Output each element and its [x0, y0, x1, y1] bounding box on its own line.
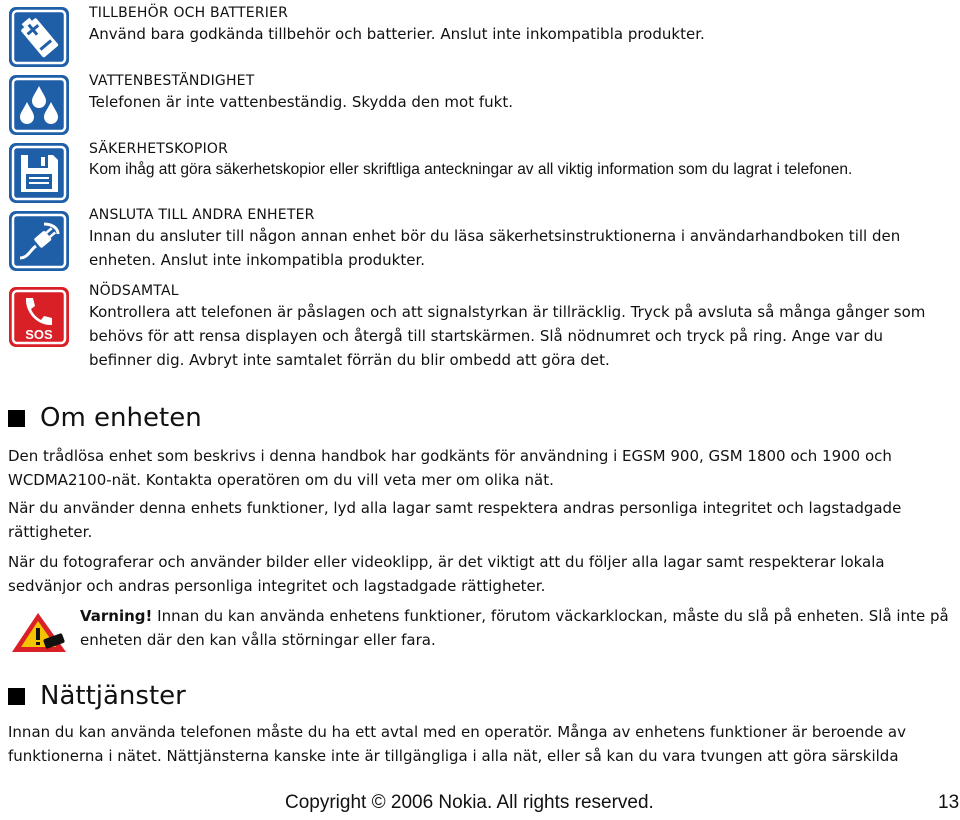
warning-body: Innan du kan använda enhetens funktioner, förutom väckarklockan, måste du slå på enheten. Slå inte på enheten där den kan vålla störningar eller fara.	[80, 607, 949, 649]
floppy-disk-icon	[8, 142, 70, 204]
safety-title: TILLBEHÖR OCH BATTERIER	[89, 5, 289, 21]
warning-text	[80, 604, 950, 652]
section-heading-about	[8, 403, 202, 433]
square-bullet-icon	[8, 410, 25, 427]
water-drops-icon	[8, 74, 70, 136]
section-title: Nättjänster	[40, 681, 186, 711]
battery-icon	[8, 6, 70, 68]
paragraph: När du använder denna enhets funktioner, lyd alla lagar samt respektera andras personliga integritet och lagstadgade rättigheter.	[8, 499, 902, 541]
safety-item-emergency	[89, 282, 949, 372]
page-number: 13	[938, 792, 960, 813]
safety-item-connect	[89, 206, 949, 272]
safety-title: SÄKERHETSKOPIOR	[89, 141, 229, 157]
safety-title: ANSLUTA TILL ANDRA ENHETER	[89, 207, 315, 223]
safety-body: Använd bara godkända tillbehör och batterier. Anslut inte inkompatibla produkter.	[89, 25, 705, 43]
safety-body: Telefonen är inte vattenbeständig. Skydda den mot fukt.	[89, 93, 513, 111]
safety-body: Kom ihåg att göra säkerhetskopior eller skriftliga anteckningar av all viktig information som du lagrat i telefonen.	[89, 161, 853, 178]
plug-icon	[8, 210, 70, 272]
safety-title: NÖDSAMTAL	[89, 283, 179, 299]
svg-text:SOS: SOS	[25, 327, 53, 342]
safety-item-backup	[89, 140, 949, 182]
safety-body: Innan du ansluter till någon annan enhet bör du läsa säkerhetsinstruktionerna i användarhandboken till den enheten. Anslut inte inkompatibla produkter.	[89, 227, 901, 269]
copyright-text: Copyright © 2006 Nokia. All rights reserved.	[285, 792, 654, 813]
paragraph: Den trådlösa enhet som beskrivs i denna handbok har godkänts för användning i EGSM 900, GSM 1800 och 1900 och WCDMA2100-nät. Kontakta operatören om du vill veta mer om olika nät.	[8, 447, 892, 489]
paragraph: När du fotograferar och använder bilder eller videoklipp, är det viktigt att du följer alla lagar samt respekterar lokala sedvänjor och andras personliga integritet och lagstadgade rättigheter.	[8, 553, 885, 595]
warning-triangle-icon	[8, 610, 70, 654]
safety-body: Kontrollera att telefonen är påslagen och att signalstyrkan är tillräcklig. Tryck på avsluta så många gånger som behövs för att rensa displayen och återgå till startskärmen. Slå nödnumret och tryck på ring. Ange var du befinner dig. Avbryt inte samtalet förrän du blir ombedd att göra det.	[89, 303, 926, 369]
safety-item-accessories	[89, 4, 949, 46]
warning-label: Varning!	[80, 607, 153, 625]
paragraph: Innan du kan använda telefonen måste du ha ett avtal med en operatör. Många av enhetens funktioner är beroende av funktionerna i nätet. Nättjänsterna kanske inte är tillgängliga i alla nät, eller så kan du vara tvungen att göra särskilda	[8, 723, 906, 765]
square-bullet-icon	[8, 688, 25, 705]
safety-title: VATTENBESTÄNDIGHET	[89, 73, 255, 89]
section-heading-network	[8, 681, 186, 711]
sos-phone-icon	[8, 286, 70, 348]
safety-item-water	[89, 72, 949, 114]
section-title: Om enheten	[40, 403, 202, 433]
